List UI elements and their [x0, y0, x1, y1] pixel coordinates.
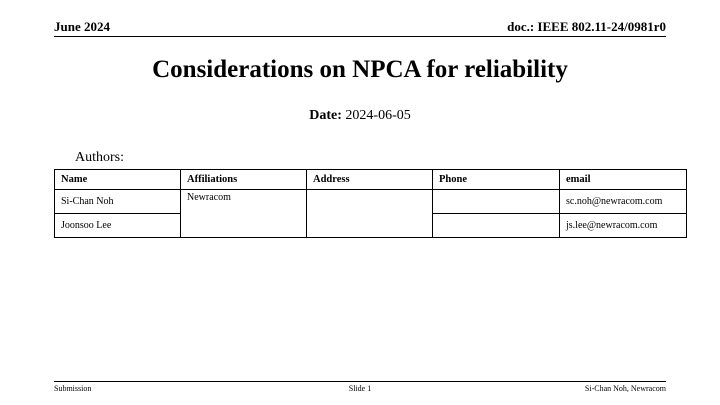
date-value: 2024-06-05 [345, 108, 411, 123]
cell-affiliation: Newracom [181, 190, 307, 238]
cell-email: sc.noh@newracom.com [560, 190, 687, 214]
authors-label: Authors: [75, 150, 124, 165]
cell-email: js.lee@newracom.com [560, 214, 687, 238]
column-header-name: Name [55, 170, 181, 190]
authors-table [54, 169, 687, 238]
header-doc-id: doc.: IEEE 802.11-24/0981r0 [507, 19, 666, 34]
cell-phone [433, 214, 560, 238]
footer-submission: Submission [54, 384, 92, 393]
column-header-phone: Phone [433, 170, 560, 190]
date-line [0, 108, 720, 124]
slide-title: Considerations on NPCA for reliability [152, 56, 568, 83]
date-label: Date: [309, 108, 342, 123]
column-header-email: email [560, 170, 687, 190]
footer-slide-number: Slide 1 [348, 384, 372, 393]
footer-rule [54, 381, 666, 382]
table-header-row [55, 170, 687, 190]
header-rule [54, 36, 666, 37]
header-date: June 2024 [54, 19, 110, 34]
cell-name: Joonsoo Lee [55, 214, 181, 238]
column-header-affiliations: Affiliations [181, 170, 307, 190]
footer-author: Si-Chan Noh, Newracom [584, 384, 666, 393]
table-row [55, 190, 687, 214]
cell-phone [433, 190, 560, 214]
column-header-address: Address [307, 170, 433, 190]
cell-address [307, 190, 433, 238]
cell-name: Si-Chan Noh [55, 190, 181, 214]
